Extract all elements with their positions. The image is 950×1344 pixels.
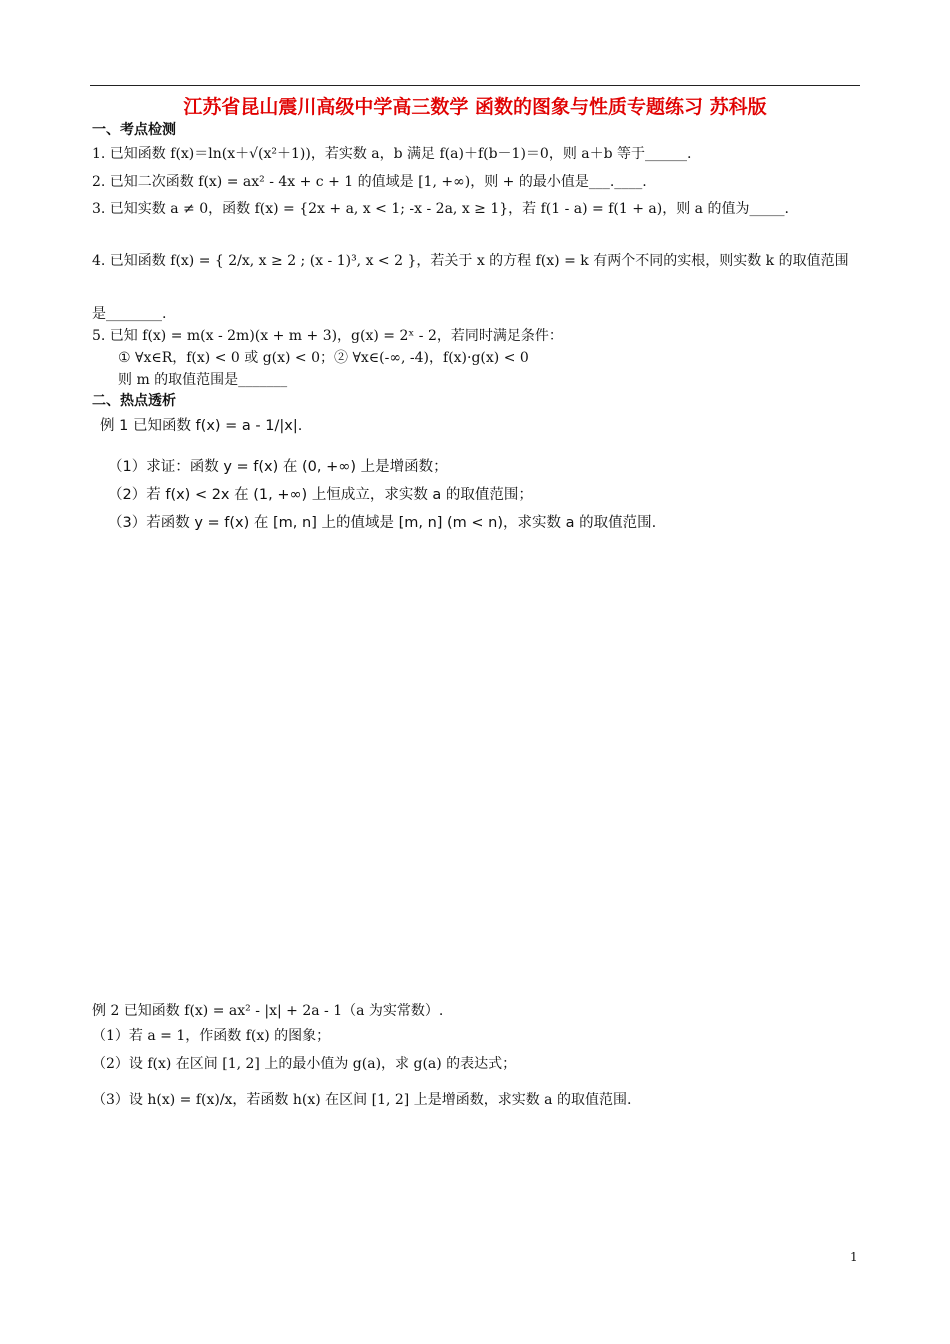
- question-2: 2. 已知二次函数 f(x) = ax² - 4x + c + 1 的值域是 [1, +∞)，则 + 的最小值是___.____.: [92, 174, 647, 190]
- section-heading-1: 一、考点检测: [92, 122, 176, 138]
- question-5-ask: 则 m 的取值范围是_______: [118, 372, 288, 388]
- question-5-conditions: ① ∀x∈R，f(x) < 0 或 g(x) < 0；② ∀x∈(-∞, -4)，f(x)·g(x) < 0: [118, 350, 529, 366]
- page-title: 江苏省昆山震川高级中学高三数学 函数的图象与性质专题练习 苏科版: [183, 96, 767, 118]
- example-2-part-3: （3）设 h(x) = f(x)/x，若函数 h(x) 在区间 [1, 2] 上是增函数，求实数 a 的取值范围.: [92, 1092, 632, 1108]
- question-4: 4. 已知函数 f(x) = { 2/x, x ≥ 2 ; (x - 1)³, x < 2 }，若关于 x 的方程 f(x) = k 有两个不同的实根，则实数 k 的取值范围: [92, 253, 849, 269]
- example-1: 例 1 已知函数 f(x) = a - 1/|x|.: [100, 418, 303, 434]
- question-4-tail: 是________.: [92, 306, 167, 322]
- question-5: 5. 已知 f(x) = m(x - 2m)(x + m + 3)，g(x) = 2ˣ - 2，若同时满足条件：: [92, 328, 563, 344]
- page-number: 1: [850, 1250, 858, 1264]
- header-rule: [90, 85, 860, 86]
- example-1-part-1: （1）求证：函数 y = f(x) 在 (0, +∞) 上是增函数；: [108, 459, 448, 475]
- example-1-part-2: （2）若 f(x) < 2x 在 (1, +∞) 上恒成立，求实数 a 的取值范围；: [108, 487, 533, 503]
- example-1-part-3: （3）若函数 y = f(x) 在 [m, n] 上的值域是 [m, n] (m < n)，求实数 a 的取值范围.: [108, 515, 657, 531]
- example-2-part-2: （2）设 f(x) 在区间 [1, 2] 上的最小值为 g(a)，求 g(a) 的表达式；: [92, 1056, 517, 1072]
- question-1: 1. 已知函数 f(x)＝ln(x＋√(x²＋1))，若实数 a，b 满足 f(a)＋f(b－1)＝0，则 a＋b 等于______.: [92, 146, 692, 162]
- question-3: 3. 已知实数 a ≠ 0，函数 f(x) = {2x + a, x < 1; -x - 2a, x ≥ 1}，若 f(1 - a) = f(1 + a)，则 a 的值为_____.: [92, 201, 789, 217]
- example-2-part-1: （1）若 a = 1，作函数 f(x) 的图象；: [92, 1028, 331, 1044]
- section-heading-2: 二、热点透析: [92, 393, 176, 409]
- example-2: 例 2 已知函数 f(x) = ax² - |x| + 2a - 1（a 为实常数）.: [92, 1003, 444, 1019]
